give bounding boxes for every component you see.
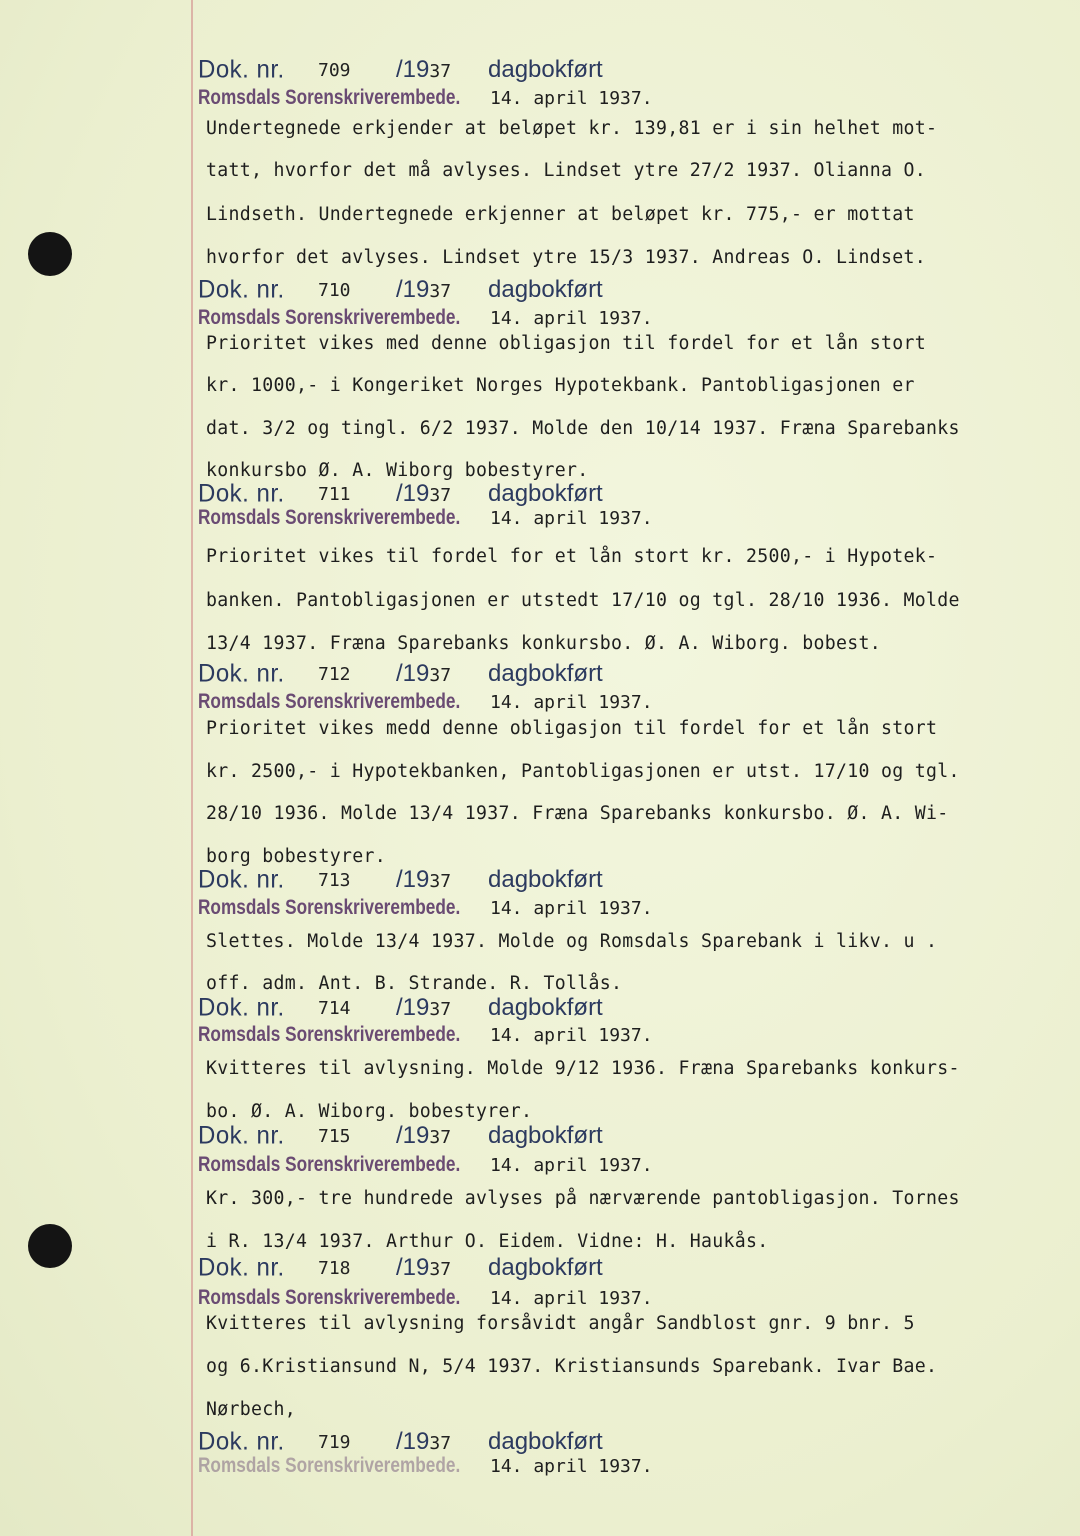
office-date: 14. april 1937. — [490, 1155, 653, 1176]
office-date: 14. april 1937. — [490, 1025, 653, 1046]
binder-hole-bottom — [28, 1224, 72, 1268]
dok-stamp: Dok. nr. — [198, 865, 285, 894]
entry-709-line: Undertegnede erkjender at beløpet kr. 139,81 er i sin helhet mot- — [206, 118, 938, 139]
entry-710-line: konkursbo Ø. A. Wiborg bobestyrer. — [206, 460, 589, 481]
entry-718-line: Kvitteres til avlysning forsåvidt angår Sandblost gnr. 9 bnr. 5 — [206, 1313, 915, 1334]
year-stamp: /1937 — [396, 56, 452, 83]
office-stamp: Romsdals Sorenskriverembede. — [198, 506, 461, 529]
doc-number: 712 — [318, 664, 351, 685]
year-stamp: /1937 — [396, 660, 452, 687]
doc-number: 718 — [318, 1258, 351, 1279]
entry-709-line: Lindseth. Undertegnede erkjenner at beløpet kr. 775,- er mottat — [206, 204, 915, 225]
entry-713-line: off. adm. Ant. B. Strande. R. Tollås. — [206, 973, 623, 994]
year-stamp: /1937 — [396, 1254, 452, 1281]
year-stamp: /1937 — [396, 480, 452, 507]
dagbokfort-stamp: dagbokført — [488, 1122, 603, 1149]
dagbokfort-stamp: dagbokført — [488, 1254, 603, 1281]
doc-number: 713 — [318, 870, 351, 891]
dok-stamp: Dok. nr. — [198, 55, 285, 84]
dagbokfort-stamp: dagbokført — [488, 866, 603, 893]
entry-718-line: og 6.Kristiansund N, 5/4 1937. Kristiansunds Sparebank. Ivar Bae. — [206, 1356, 938, 1377]
doc-number: 709 — [318, 60, 351, 81]
entry-718-line: Nørbech, — [206, 1399, 296, 1420]
dok-stamp: Dok. nr. — [198, 275, 285, 304]
office-date: 14. april 1937. — [490, 508, 653, 529]
margin-rule — [191, 0, 193, 1536]
entry-714-line: Kvitteres til avlysning. Molde 9/12 1936. Fræna Sparebanks konkurs- — [206, 1058, 960, 1079]
office-stamp: Romsdals Sorenskriverembede. — [198, 1023, 461, 1046]
office-stamp: Romsdals Sorenskriverembede. — [198, 690, 461, 713]
office-stamp: Romsdals Sorenskriverembede. — [198, 1286, 461, 1309]
dagbokfort-stamp: dagbokført — [488, 480, 603, 507]
office-stamp: Romsdals Sorenskriverembede. — [198, 1454, 461, 1477]
office-stamp: Romsdals Sorenskriverembede. — [198, 896, 461, 919]
office-stamp: Romsdals Sorenskriverembede. — [198, 1153, 461, 1176]
office-date: 14. april 1937. — [490, 88, 653, 109]
dok-stamp: Dok. nr. — [198, 479, 285, 508]
entry-714-line: bo. Ø. A. Wiborg. bobestyrer. — [206, 1101, 533, 1122]
entry-712-line: borg bobestyrer. — [206, 846, 386, 867]
office-date: 14. april 1937. — [490, 1288, 653, 1309]
entry-711-line: Prioritet vikes til fordel for et lån stort kr. 2500,- i Hypotek- — [206, 546, 938, 567]
doc-number: 711 — [318, 484, 351, 505]
office-date: 14. april 1937. — [490, 308, 653, 329]
office-date: 14. april 1937. — [490, 1456, 653, 1477]
dagbokfort-stamp: dagbokført — [488, 1428, 603, 1455]
entry-712-line: kr. 2500,- i Hypotekbanken, Pantobligasjonen er utst. 17/10 og tgl. — [206, 761, 960, 782]
entry-713-line: Slettes. Molde 13/4 1937. Molde og Romsdals Sparebank i likv. u . — [206, 931, 938, 952]
dagbokfort-stamp: dagbokført — [488, 276, 603, 303]
year-stamp: /1937 — [396, 994, 452, 1021]
doc-number: 715 — [318, 1126, 351, 1147]
office-stamp: Romsdals Sorenskriverembede. — [198, 306, 461, 329]
doc-number: 714 — [318, 998, 351, 1019]
dagbokfort-stamp: dagbokført — [488, 56, 603, 83]
entry-710-line: kr. 1000,- i Kongeriket Norges Hypotekbank. Pantobligasjonen er — [206, 375, 915, 396]
year-stamp: /1937 — [396, 866, 452, 893]
office-date: 14. april 1937. — [490, 898, 653, 919]
binder-hole-top — [28, 232, 72, 276]
dok-stamp: Dok. nr. — [198, 993, 285, 1022]
entry-712-line: Prioritet vikes medd denne obligasjon til fordel for et lån stort — [206, 718, 938, 739]
entry-711-line: banken. Pantobligasjonen er utstedt 17/10 og tgl. 28/10 1936. Molde — [206, 590, 960, 611]
entry-712-line: 28/10 1936. Molde 13/4 1937. Fræna Sparebanks konkursbo. Ø. A. Wi- — [206, 803, 949, 824]
entry-715-line: i R. 13/4 1937. Arthur O. Eidem. Vidne: H. Haukås. — [206, 1231, 769, 1252]
year-stamp: /1937 — [396, 1122, 452, 1149]
entry-709-line: hvorfor det avlyses. Lindset ytre 15/3 1937. Andreas O. Lindset. — [206, 247, 926, 268]
office-date: 14. april 1937. — [490, 692, 653, 713]
year-stamp: /1937 — [396, 1428, 452, 1455]
office-stamp: Romsdals Sorenskriverembede. — [198, 86, 461, 109]
doc-number: 710 — [318, 280, 351, 301]
doc-number: 719 — [318, 1432, 351, 1453]
entry-710-line: dat. 3/2 og tingl. 6/2 1937. Molde den 10/14 1937. Fræna Sparebanks — [206, 418, 960, 439]
dok-stamp: Dok. nr. — [198, 1427, 285, 1456]
dagbokfort-stamp: dagbokført — [488, 994, 603, 1021]
entry-711-line: 13/4 1937. Fræna Sparebanks konkursbo. Ø. A. Wiborg. bobest. — [206, 633, 881, 654]
entry-709-line: tatt, hvorfor det må avlyses. Lindset ytre 27/2 1937. Olianna O. — [206, 160, 926, 181]
dok-stamp: Dok. nr. — [198, 659, 285, 688]
dok-stamp: Dok. nr. — [198, 1253, 285, 1282]
dagbokfort-stamp: dagbokført — [488, 660, 603, 687]
year-stamp: /1937 — [396, 276, 452, 303]
entry-715-line: Kr. 300,- tre hundrede avlyses på nærværende pantobligasjon. Tornes — [206, 1188, 960, 1209]
entry-710-line: Prioritet vikes med denne obligasjon til fordel for et lån stort — [206, 333, 926, 354]
dok-stamp: Dok. nr. — [198, 1121, 285, 1150]
